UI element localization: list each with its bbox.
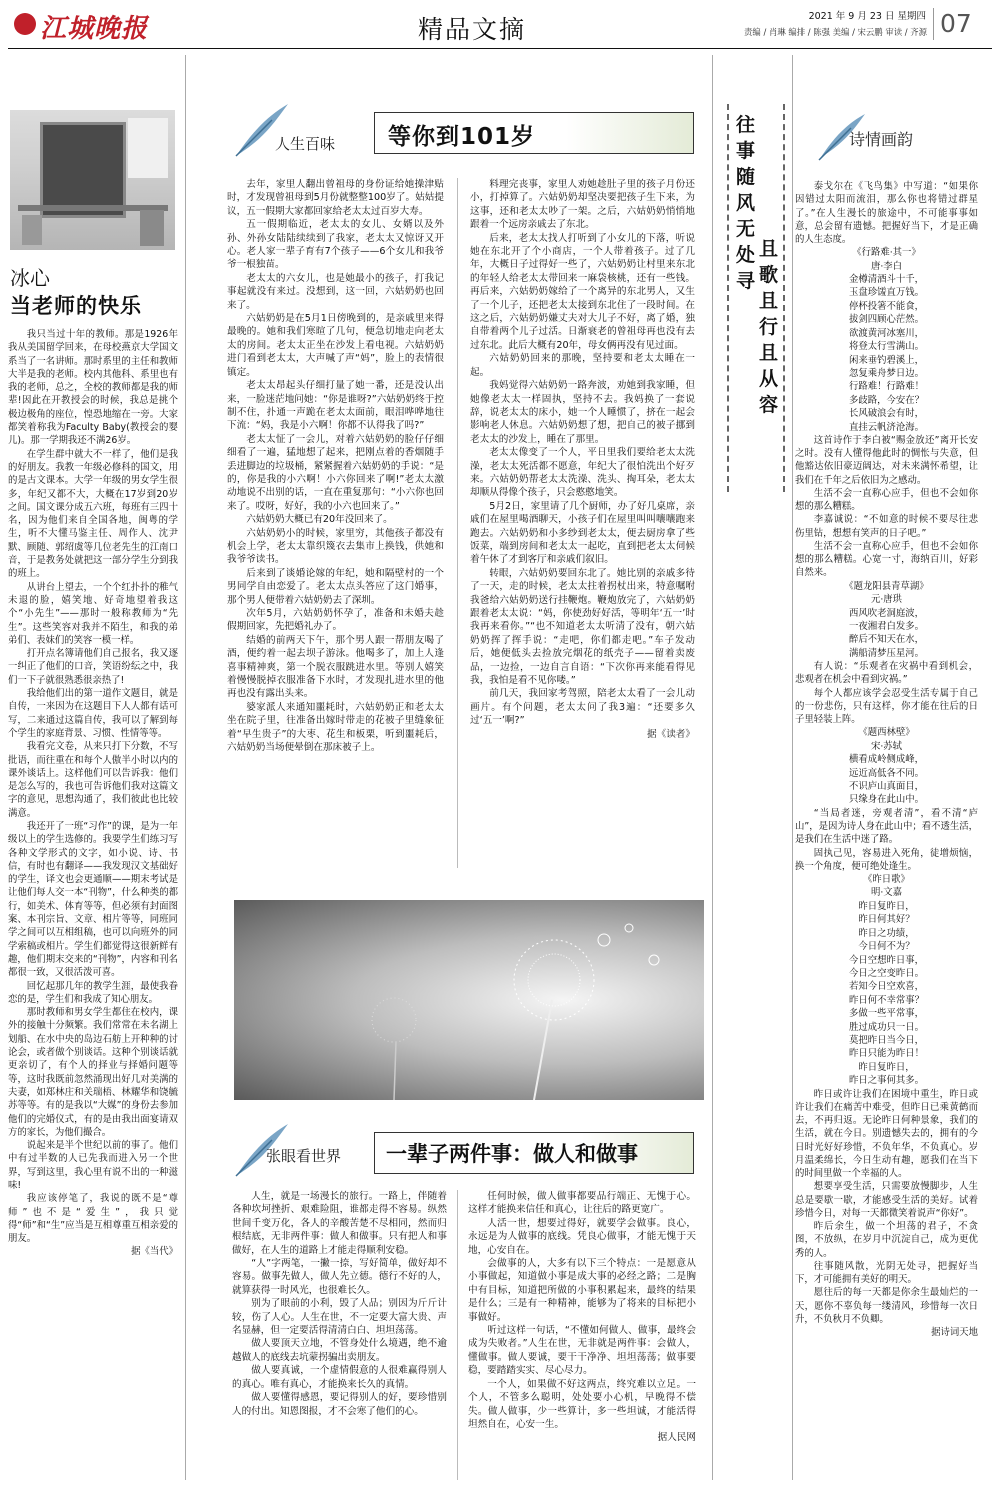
poem-line: 昨日只能为昨日！ <box>848 1048 924 1060</box>
poem-line: 停杯投箸不能食， <box>848 300 924 312</box>
poem-line: 拔剑四顾心茫然。 <box>848 314 924 326</box>
paragraph: 有人说：“乐观者在灾祸中看到机会，悲观者在机会中看到灾祸。” <box>795 661 978 686</box>
paragraph: 老太太的六女儿，也是她最小的孩子，打我记事起就没有来过。没想到，这一回，六姑奶奶也回来了。 <box>227 272 444 311</box>
vertical-headline-2: 且歌且行且从容 <box>759 238 779 416</box>
poem-line: 一夜湘君白发多。 <box>848 620 924 632</box>
paragraph: 前几天，我回家考驾照，陪老太太看了一会儿动画片。有个问题，老太太问了我3遍：“还要多久过‘五一’啊?” <box>470 688 695 727</box>
poem-line: 闲来垂钓碧溪上， <box>848 354 924 366</box>
paragraph: 老太太像变了一个人，平日里我们要给老太太洗澡，老太太死活都不愿意，年纪大了很怕洗出个好歹来。六姑奶奶帮老太太洗澡、洗头、掏耳朵，老太太却顺从得像个孩子，只会憨憨地笑。 <box>470 447 695 499</box>
poem-line: 《行路难·其一》 <box>852 247 921 259</box>
story1-col-a <box>227 178 444 868</box>
poem-line: 满船清梦压星河。 <box>848 647 924 659</box>
poem-line: 忽复乘舟梦日边。 <box>848 367 924 379</box>
paragraph: 六姑奶奶小的时候，家里穷，其他孩子都没有机会上学，老太太靠织篾衣去集市上换钱，供她和我爷爷读书。 <box>227 527 444 566</box>
poem-line: 唐·李白 <box>870 260 903 272</box>
logo-icon <box>14 13 36 35</box>
poem-line: 昨日何其好？ <box>858 914 915 926</box>
paragraph: 回忆起那几年的教学生涯，最使我眷恋的是，学生们和我成了知心朋友。 <box>8 980 178 1005</box>
poem-line: 远近高低各不同。 <box>848 767 924 779</box>
poem-line: 《题西林壁》 <box>858 727 915 739</box>
paragraph: “人”字两笔，一撇一捺，写好简单，做好却不容易。做事先做人，做人先立德。德行不好的人，就算获得一时风光，也很难长久。 <box>232 1258 447 1296</box>
paragraph: 打开点名簿请他们自己报名，我又逐一纠正了他们的口音，笑语纷纭之中，我们一下子就很熟悉很亲热了! <box>8 648 178 686</box>
paragraph: 去年，家里人翻出曾祖母的身份证给她操津贴时，才发现曾祖母到5月份就整整100岁了。姑姑提议，五一假期大家都回家给老太太过百岁大寿。 <box>227 179 444 217</box>
paragraph: 昨日或许让我们在困境中重生，昨日或许让我们在痛苦中难受，但昨日已乘黄鹤而去，不再归返。无论昨日何种景象，我们的生活，就在今日。别遗憾失去的，拥有的今日时光好好珍惜，不负年华，不负真心。岁月温柔绵长，今日生动有趣，愿我们在当下的时间里做一个幸福的人。 <box>795 1088 978 1180</box>
vertical-headline-1: 往事随风无处寻 <box>736 114 756 292</box>
paragraph: 会做事的人，大多有以下三个特点：一是愿意从小事做起，知道做小事是成大事的必经之路；二是胸中有目标，知道把所做的小事积累起来，最终的结果是什么；三是有一种精神，能够为了将来的目标把小事做好。 <box>468 1258 696 1323</box>
poem-line: 西风吹老洞庭波， <box>848 607 924 619</box>
article-source: 据《当代》 <box>131 1246 178 1258</box>
poem-line: 只缘身在此山中。 <box>848 794 924 806</box>
story2-col-b <box>468 1190 696 1480</box>
poem-line: 多歧路，今安在？ <box>848 394 924 406</box>
poem-line: 醉后不知天在水， <box>848 634 924 646</box>
paragraph: 愿往后的每一天都是你余生最灿烂的一天，愿你不辜负每一缕清风，珍惜每一次日升，不负秋月不负卿。 <box>795 1287 978 1325</box>
poem-line: 今日之空变昨日。 <box>848 967 924 979</box>
poem-line: 多做一些平常事， <box>848 1008 924 1020</box>
paragraph: “当局者迷，旁观者清”，看不清“庐山”，是因为诗人身在此山中；看不透生活，是我们在生活中迷了路。 <box>795 807 978 846</box>
paragraph: 往事随风散，光阴无处寻，把握好当下，才可能拥有美好的明天。 <box>795 1260 978 1286</box>
paragraph: 婆家派人来通知噩耗时，六姑奶奶正和老太太坐在院子里，往准备出嫁时带走的花被子里缝象征着“早生贵子”的大枣、花生和板栗，听到噩耗后，六姑奶奶当场便晕倒在那床被子上。 <box>227 701 444 754</box>
story2-col-a <box>232 1190 447 1480</box>
paragraph: 李嘉诚说：“不如意的时候不要尽往悲伤里钻，想想有笑声的日子吧。” <box>795 514 978 539</box>
paragraph: 我妈觉得六姑奶奶一路奔波，劝她到我家睡，但她像老太太一样固执，坚持不去。我妈换了一套说辞，说老太太的床小，她一个人睡惯了，挤在一起会影响老人休息。六姑奶奶想了想，把自己的被子挪到老太太的沙发上，睡在了那里。 <box>470 380 695 445</box>
poem-line: 昨日之事何其多。 <box>848 1075 924 1087</box>
paragraph: 我应该停笔了，我说的既不是“尊师”也不是“爱生”，我只觉得“师”和“生”应当是互相尊重互相亲爱的朋友。 <box>8 1193 178 1245</box>
story1-source: 据《读者》 <box>647 728 695 740</box>
paragraph: 任何时候，做人做事都要品行端正、无愧于心。这样才能换来信任和真心，让往后的路更宽广。 <box>468 1191 696 1216</box>
page-number-divider <box>933 8 934 40</box>
poem-line: 不识庐山真面目， <box>848 781 924 792</box>
paragraph: 我看完文卷，从来只打下分数，不写批语，而往重在和每个人傲半小时以内的课外谈话上。这样他们可以告诉我：他们是怎么写的，我也可告诉他们我对这篇文字的意见，思想沟通了，我们彼此也比较满意。 <box>8 741 178 819</box>
paragraph: 别为了眼前的小利，毁了人品；别因为斤斤计较，伤了人心。人生在世，不一定要大富大贵、声名显赫，但一定要活得清清白白、坦坦荡荡。 <box>232 1298 447 1337</box>
poem-line: 金樽清酒斗十千， <box>848 274 924 286</box>
paragraph: 在学生群中就大不一样了，他们是我的好朋友。我教一年级必修科的国文，用的是古文课本。大学一年级的男女学生很多，年纪又都不大，大概在17岁到20岁之间。国文课分成五六班，每班有三四十名，因为他们来自全国各地，闽粤的学生，听不大懂马鉴主任、周作人、沈尹默、顾随、郭绍虞等几位老先生的江南口音，于是教务处就把这一部分学生分到我的班上。 <box>8 448 178 580</box>
column-label-life: 人生百味 <box>275 135 336 153</box>
paragraph: 这首诗作于李白被“赐金放还”离开长安之时。没有人懂得他此时的惆怅与失意，但他豁达依旧豪迈阔达，对未来满怀希望，让我们在千年之后依旧为之感动。 <box>795 434 978 486</box>
paragraph: 一个人，如果做不好这两点，终究难以立足。一个人，不管多么聪明，处处要小心机，早晚得不偿失。做人做事，少一些算计，多一些坦诚，才能活得坦然自在，心安一生。 <box>468 1378 696 1430</box>
poetry-source: 据诗词天地 <box>931 1327 978 1339</box>
paragraph: 人活一世，想要过得好，就要学会做事。良心，永远是为人做事的底线。凭良心做事，才能无愧于天地，心安自在。 <box>468 1217 696 1256</box>
classroom-photo <box>10 110 175 250</box>
poem-line: 昨日复昨日， <box>858 900 915 912</box>
article-body <box>8 328 178 1476</box>
poem-line: 昨日何不幸常事？ <box>848 994 924 1006</box>
poem-line: 莫把昨日当今日， <box>848 1034 924 1046</box>
poem-line: 今日空想昨日事， <box>848 954 924 966</box>
article-title: 当老师的快乐 <box>10 294 142 318</box>
header-rule <box>8 48 992 49</box>
article-author: 冰心 <box>10 266 50 290</box>
poem-line: 若知今日空欢喜， <box>848 981 924 993</box>
dandelion-photo <box>234 900 704 1100</box>
paragraph: 老太太怔了一会儿，对着六姑奶奶的脸仔仔细细看了一遍，猛地想了起来，把刚点着的香烟随手丢进脚边的垃圾桶，紧紧握着六姑奶奶的手说：“是的，你是我的小六啊！小六你回来了啊!”老太太激动地说不出别的话，一直在重复那句：“小六你也回来了。哎呀，好好，我的小六也回来了。” <box>227 433 444 512</box>
paragraph: 后来，老太太找人打听到了小女儿的下落，听说她在东北开了个小商店，一个人带着孩子。过了几年，大概日子过得好一些了，六姑奶奶让村里来东北的年轻人给老太太带回来一麻袋核桃，还有一些钱。再后来，六姑奶奶嫁给了一个离异的东北男人，又生了一个儿子，还把老太太接到东北住了一段时间。在这之后，六姑奶奶嫌丈夫对大儿子不好，离了婚，独自带着两个儿子过活。日渐衰老的曾祖母再也没有去过东北。此后大概有20年，母女俩再没有见过面。 <box>470 232 695 351</box>
paragraph: 次年5月，六姑奶奶怀孕了，准备和未婚夫趁假期回家，先把婚礼办了。 <box>227 608 444 633</box>
column-label-world: 张眼看世界 <box>266 1147 342 1165</box>
paragraph: 后来到了谈婚论嫁的年纪，她和隔壁村的一个男同学自由恋爱了。老太太点头答应了这门婚事，那个男人便带着六姑奶奶去了深圳。 <box>227 567 444 606</box>
paragraph: 做人要顶天立地，不管身处什么境遇，绝不逾越做人的底线去坑蒙拐骗出卖朋友。 <box>232 1338 447 1363</box>
logo-text: 江城晚报 <box>40 14 149 44</box>
poem-line: 明·文嘉 <box>870 887 903 899</box>
story2-title: 一辈子两件事：做人和做事 <box>386 1142 638 1166</box>
paragraph: 生活不会一直称心应手，但也不会如你想的那么糟糕。心宽一寸，海纳百川，好彩自然来。 <box>795 540 978 579</box>
issue-date: 2021 年 9 月 23 日 星期四 <box>808 11 926 22</box>
poem-line: 昨日复昨日， <box>858 1061 915 1073</box>
paragraph: 每个人都应该学会忍受生活专属于自己的一份悲伤，只有这样，你才能在往后的日子里轻装上阵。 <box>795 687 978 726</box>
poem-line: 今日何不为？ <box>858 941 915 953</box>
poem-line: 胜过成功只一日。 <box>848 1021 924 1033</box>
poem-line: 宋·苏轼 <box>870 740 903 752</box>
story1-title: 等你到101岁 <box>388 124 536 150</box>
poem-line: 行路难！行路难！ <box>848 381 924 393</box>
paragraph: 说起来是半个世纪以前的事了。他们中有过半数的人已先我而进入另一个世界，写到这里，我心里有说不出的一种滋味! <box>8 1140 178 1191</box>
paragraph: 六姑奶奶是在5月1日傍晚到的，是亲戚里来得最晚的。她和我们寒暄了几句，便急切地走向老太太的房间。老太太正坐在沙发上看电视。六姑奶奶进门看到老太太，大声喊了声“妈”，脸上的表情很镇定。 <box>227 313 444 378</box>
poem-line: 横看成岭侧成峰， <box>848 754 924 766</box>
paragraph: 做人要懂得感恩，要记得别人的好，要珍惜别人的付出。知恩图报，才不会寒了他们的心。 <box>232 1392 447 1417</box>
paragraph: 固执己见，容易进入死角，徒增烦恼，换一个角度，便可绝处逢生。 <box>795 847 978 872</box>
poem-line: 元·唐珙 <box>870 594 903 606</box>
story2-source: 据人民网 <box>657 1432 696 1444</box>
paragraph: 六姑奶奶大概已有20年没回来了。 <box>246 514 393 526</box>
paragraph: 做人要真诚，一个虚情假意的人很难赢得别人的真心。唯有真心，才能换来长久的真情。 <box>232 1365 447 1390</box>
paragraph: 五一假期临近，老太太的女儿、女婿以及外孙、外孙女陆陆续续到了我家，老太太又惊讶又开心。老人家一辈子育有7个孩子——6个女儿和我爷爷一根独苗。 <box>227 219 444 271</box>
paragraph: 料理完丧事，家里人劝她趁肚子里的孩子月份还小，打掉算了。六姑奶奶却坚决要把孩子生下来，为这事，还和老太太吵了一架。之后，六姑奶奶悄悄地跟着一个远房亲戚去了东北。 <box>470 179 695 231</box>
paragraph: 我还开了一班“习作”的课，是为一年级以上的学生选修的。我要学生们练习写各种文学形式的文字，如小说、诗、书信，有时也有翻译——我发现汉文基础好的学生，译文也会更通顺——期末考试是让他们每人交一本“刊物”，什么种类的都行，如美术、体育等等，但必须有封面图案、本刊宗旨、文章、相片等等，同班同学之间可以互相组稿，也可以向班外的同学索稿或相片。学生们都觉得这很新鲜有趣，他们期末交来的“刊物”，内容和刊名都很一致，又很活泼可喜。 <box>8 820 178 979</box>
poetry-column <box>795 180 978 1482</box>
section-title: 精品文摘 <box>418 15 527 44</box>
paragraph: 从讲台上望去，一个个红扑扑的稚气未退的脸，嬉笑地、好奇地望着我这个“小先生”——那时一般称教师为“先生”。这些笑容对我并不陌生，和我的弟弟们、表妹们的笑容一模一样。 <box>8 581 178 646</box>
page-number: 07 <box>940 9 972 38</box>
paragraph: 5月2日，家里请了几个厨师，办了好几桌席，亲戚们在屋里喝酒聊天，小孩子们在屋里叫叫嚷嚷跑来跑去。六姑奶奶和小多纱到老太太，便去厨房拿了些饭菜，端到房间和老太太一起吃，直到把老太太伺候着午休了才到客厅和亲戚们叙旧。 <box>470 500 695 566</box>
paragraph: 结婚的前两天下午，那个男人跟一帮朋友喝了酒，便约着一起去坝子游泳。他喝多了，加上人逢喜事精神爽，第一个脱衣服跳进水里。等别人嬉笑着慢慢脱掉衣服准备下水时，才发现扎进水里的他再也没有露出头来。 <box>227 634 444 700</box>
paragraph: 想要享受生活，只需要放慢脚步，人生总是要歇一歇，才能感受生活的美好。试着珍惜今日，对每一天都微笑着说声“你好”。 <box>795 1181 978 1219</box>
poem-line: 将登太行雪满山。 <box>848 341 924 353</box>
paragraph: 生活不会一直称心应手，但也不会如你想的那么糟糕。 <box>795 487 978 513</box>
paragraph: 老太太昂起头仔细打量了她一番，还是没认出来，一脸迷茫地问她：“你是谁呀?”六姑奶奶终于控制不住，扑通一声跪在老太太面前，眼泪哗哗地往下流：“妈，我是小六啊！你都不认得我了吗?” <box>227 380 444 432</box>
poem-line: 玉盘珍馐直万钱。 <box>848 287 924 299</box>
paragraph: 那时教师和男女学生都住在校内，课外的接触十分频繁。我们常常在未名湖上划船、在水中央的岛边石舫上开种种的讨论会，或者做个别谈话。这种个别谈话就更亲切了，有个人的择业与择婚问题等等，这时我既前忽然涌现出好几对美满的夫妻，如郑林庄和关瑞梧、林耀华和饶毓苏等等。有的是我以“大媒”的身份去参加他们的完婚仪式，有的是由我出面宴请双方的家长，为他们撮合。 <box>8 1007 178 1138</box>
poem-line: 《题龙阳县青草湖》 <box>844 580 929 592</box>
column-label-poetry: 诗情画韵 <box>849 130 914 149</box>
poem-line: 《昨日歌》 <box>863 874 910 886</box>
paragraph: 我给他们出的第一道作文题目，就是自传，一来因为在这题目下人人都有话可写，二来通过这篇自传，我可以了解到每个学生的家庭背景、习惯、性情等等。 <box>8 688 178 739</box>
editor-credits: 责编 / 肖琳 编排 / 陈强 美编 / 宋云鹏 审读 / 齐源 <box>744 27 927 37</box>
poem-line: 欲渡黄河冰塞川， <box>848 327 924 339</box>
poem-line: 直挂云帆济沧海。 <box>848 421 924 433</box>
paragraph: 我只当过十年的教师。那是1926年我从美国留学回来，在母校燕京大学国文系当了一名讲师。那时系里的主任和教师大半是我的老师。校内其他科、系里也有我的老师，总之，全校的教师都是我的师辈!因此在开教授会的时候，我总是挑个极边极角的座位，惶恐地缩在一旁。大家都笑着称我为Faculty Baby(教授会的婴儿)。那一学期我还不满26岁。 <box>8 329 178 447</box>
paragraph: 转眼，六姑奶奶要回东北了。她比别的亲戚多待了一天，走的时候，老太太拄着拐杖出来，特意嘱咐我爸给六姑奶奶送行挂鞭炮。鞭炮放完了，六姑奶奶跟着老太太说：“妈，你使劲好好活，等明年‘五一’时我再来看你。”“也不知道老太太听清了没有，朝六姑奶奶挥了挥手说：“走吧，你们都走吧。”车子发动后，她便低头去捡放完烟花的纸壳子——留着卖废品，一边捡，一边自言自语：“下次你再来能看得见我，我怕是看不见你喽。” <box>470 567 695 687</box>
paragraph: 昨后余生，做一个坦荡的君子，不贪图，不放纵，在岁月中沉淀自己，成为更优秀的人。 <box>795 1221 978 1259</box>
poem-line: 昨日之功绩， <box>858 927 915 939</box>
paragraph: 听过这样一句话，“不懂如何做人、做事，最终会成为失败者。”人生在世，无非就是两件事：会做人，懂做事。做人要诚，要干干净净、坦坦荡荡；做事要稳，要踏踏实实、尽心尽力。 <box>468 1325 696 1377</box>
masthead <box>0 0 1000 48</box>
paragraph: 人生，就是一场漫长的旅行。一路上，伴随着各种坎坷挫折、艰难险阻，谁都走得不容易。纵然世间千变万化，各人的辛酸苦楚不尽相同，然而归根结底，无非两件事：做人和做事。只有把人和事做好，在人生的道路上才能走得顺利安稳。 <box>232 1191 447 1256</box>
story1-col-b <box>470 178 695 868</box>
paragraph: 泰戈尔在《飞鸟集》中写道：“如果你因错过太阳而流泪，那么你也将错过群星了。”在人生漫长的旅途中，不可能事事如意，总会留有遗憾。把握好当下，才是正确的人生态度。 <box>795 181 978 245</box>
paragraph: 六姑奶奶回来的那晚，坚持要和老太太睡在一起。 <box>470 353 695 378</box>
poem-line: 长风破浪会有时， <box>848 408 924 420</box>
